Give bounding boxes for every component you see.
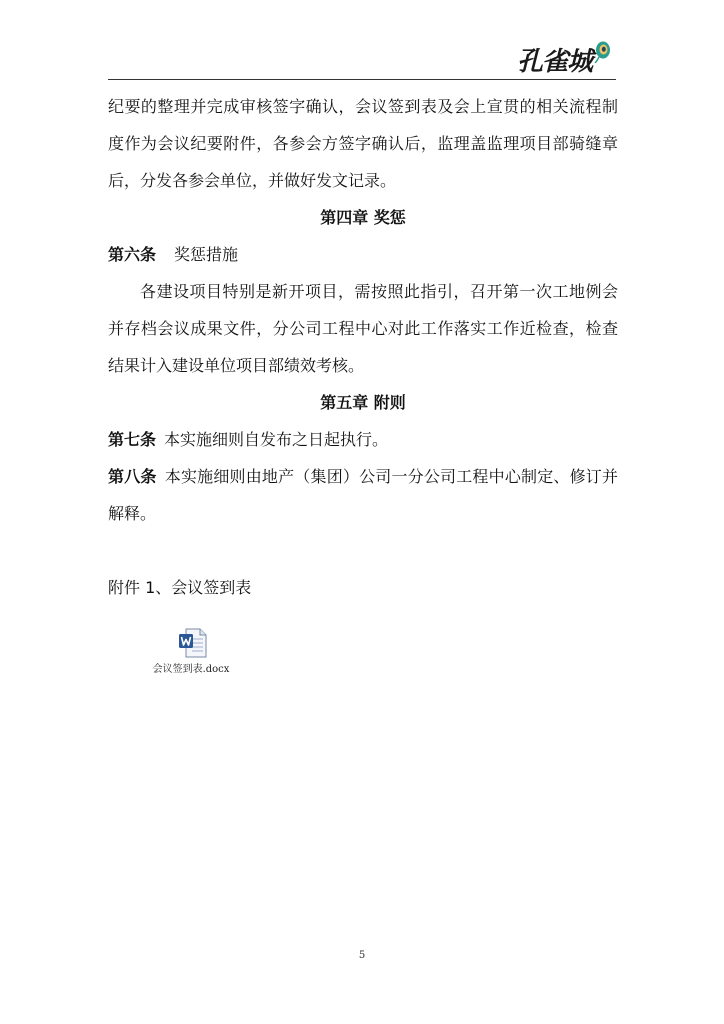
blank-line xyxy=(108,532,618,569)
article-7-label: 第七条 xyxy=(108,430,157,449)
article-6-title: 奖惩措施 xyxy=(174,245,239,264)
article-6 xyxy=(108,236,618,273)
article-8-label: 第八条 xyxy=(108,467,157,486)
company-logo xyxy=(517,40,612,78)
article-6-label: 第六条 xyxy=(108,245,157,264)
document-body xyxy=(108,88,618,606)
word-document-icon xyxy=(178,628,208,658)
peacock-feather-icon xyxy=(594,41,612,63)
attachment-filename: 会议签到表.docx xyxy=(152,664,230,675)
appendix-title: 附件 1、会议签到表 xyxy=(108,578,252,597)
chapter-heading-5: 第五章 附则 xyxy=(320,393,406,412)
article-8-text: 本实施细则由地产（集团）公司一分公司工程中心制定、修订并解释。 xyxy=(108,467,618,523)
paragraph-reward-measures: 各建设项目特别是新开项目，需按照此指引，召开第一次工地例会并存档会议成果文件，分公司工程中心对此工作落实工作近检查，检查结果计入建设单位项目部绩效考核。 xyxy=(108,282,618,375)
header-divider xyxy=(108,79,616,80)
paragraph-meeting-minutes: 纪要的整理并完成审核签字确认，会议签到表及会上宣贯的相关流程制度作为会议纪要附件，各参会方签字确认后，监理盖监理项目部骑缝章后，分发各参会单位，并做好发文记录。 xyxy=(108,97,618,190)
article-7 xyxy=(108,421,618,458)
chapter-heading-4: 第四章 奖惩 xyxy=(320,208,406,227)
embedded-attachment[interactable] xyxy=(148,628,238,675)
logo-text: 孔雀城 xyxy=(516,46,592,77)
page-number: 5 xyxy=(358,950,366,961)
article-8 xyxy=(108,458,618,532)
article-7-text: 本实施细则自发布之日起执行。 xyxy=(164,430,389,449)
page-header xyxy=(108,36,616,82)
